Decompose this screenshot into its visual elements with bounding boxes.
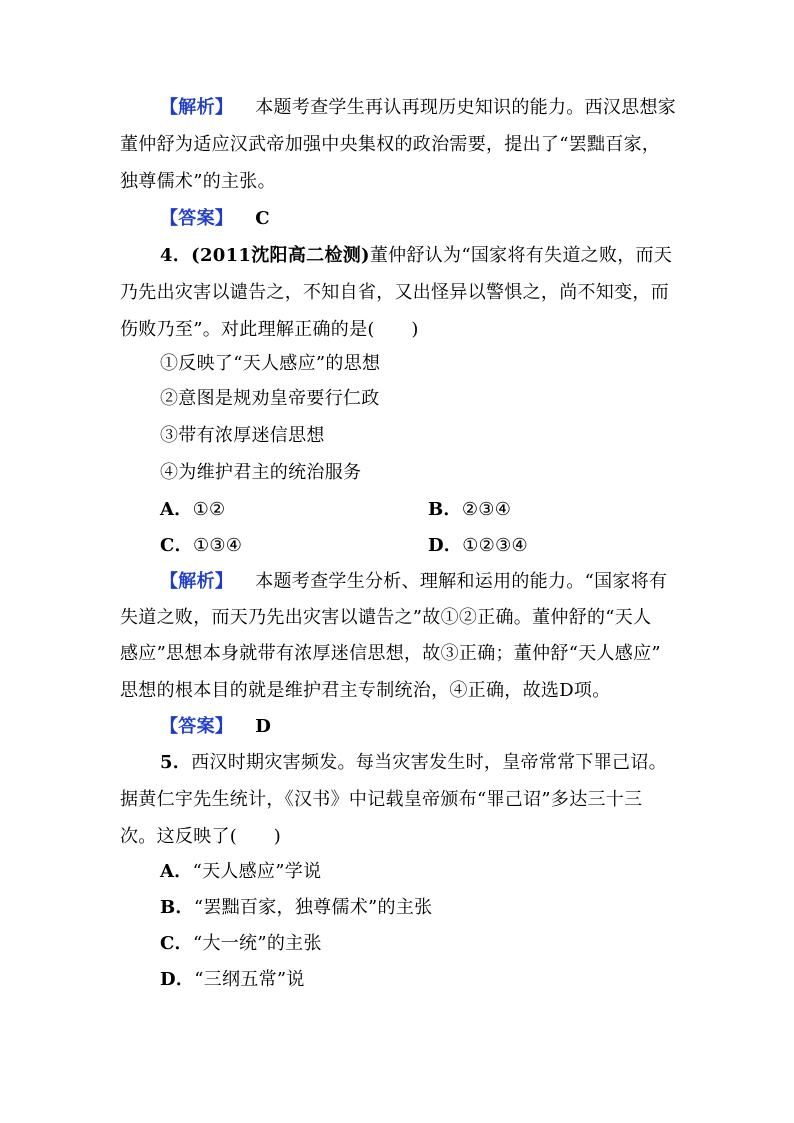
answer-tag: 【答案】 (160, 716, 234, 737)
q4-option-d: D．①②③④ (428, 535, 528, 556)
q5-option-c: C．“大一统”的主张 (160, 933, 322, 954)
analysis-tag: 【解析】 (160, 571, 234, 592)
q4-answer-value: D (255, 716, 272, 737)
q5-stem-line-3: 次。这反映了( ) (120, 826, 282, 847)
q4-stem-text-1: 董仲舒认为“国家将有失道之败，而天 (369, 245, 673, 266)
analysis-tag: 【解析】 (160, 97, 234, 118)
q4-answer (160, 715, 720, 739)
q3-analysis-line-1 (160, 96, 720, 120)
q4-stem-line-2: 乃先出灾害以谴告之，不知自省，又出怪异以警惧之，尚不知变，而 (120, 282, 669, 303)
q3-analysis-text-1: 本题考查学生再认再现历史知识的能力。西汉思想家 (255, 97, 677, 118)
q3-answer (160, 207, 720, 231)
q4-statement-2: ②意图是规劝皇帝要行仁政 (160, 388, 380, 409)
q4-number: 4． (160, 245, 192, 266)
q4-statement-4: ④为维护君主的统治服务 (160, 462, 362, 483)
q3-analysis-line-3: 独尊儒术”的主张。 (120, 171, 276, 192)
q4-option-a: A．①② (160, 499, 226, 520)
q4-analysis-line-1 (160, 570, 720, 594)
q4-option-b: B．②③④ (428, 499, 512, 520)
q5-number: 5． (160, 752, 192, 773)
q5-option-b: B．“罢黜百家，独尊儒术”的主张 (160, 897, 433, 918)
q4-source: (2011沈阳高二检测) (191, 245, 370, 266)
q4-analysis-line-2: 失道之败，而天乃先出灾害以谴告之”故①②正确。董仲舒的“天人 (120, 607, 652, 628)
q4-analysis-text-1: 本题考查学生分析、理解和运用的能力。“国家将有 (255, 571, 668, 592)
q4-analysis-line-3: 感应”思想本身就带有浓厚迷信思想，故③正确；董仲舒“天人感应” (120, 643, 661, 664)
q4-stem-line-3: 伤败乃至”。对此理解正确的是( ) (120, 319, 419, 340)
q4-statement-1: ①反映了“天人感应”的思想 (160, 353, 381, 374)
q4-stem-line-1 (160, 244, 720, 268)
answer-tag: 【答案】 (160, 208, 234, 229)
q4-analysis-line-4: 思想的根本目的就是维护君主专制统治，④正确，故选D项。 (120, 680, 611, 701)
q5-option-d: D．“三纲五常”说 (160, 969, 305, 990)
q4-option-c: C．①③④ (160, 535, 243, 556)
q3-analysis-line-2: 董仲舒为适应汉武帝加强中央集权的政治需要，提出了“罢黜百家， (120, 134, 661, 155)
q4-statement-3: ③带有浓厚迷信思想 (160, 425, 325, 446)
q5-stem-line-1 (160, 751, 720, 775)
q5-stem-text-1: 西汉时期灾害频发。每当灾害发生时，皇帝常常下罪己诏。 (191, 752, 667, 773)
q5-option-a: A．“天人感应”学说 (160, 861, 322, 882)
q5-stem-line-2: 据黄仁宇先生统计，《汉书》中记载皇帝颁布“罪己诏”多达三十三 (120, 789, 643, 810)
q3-answer-value: C (255, 208, 270, 229)
